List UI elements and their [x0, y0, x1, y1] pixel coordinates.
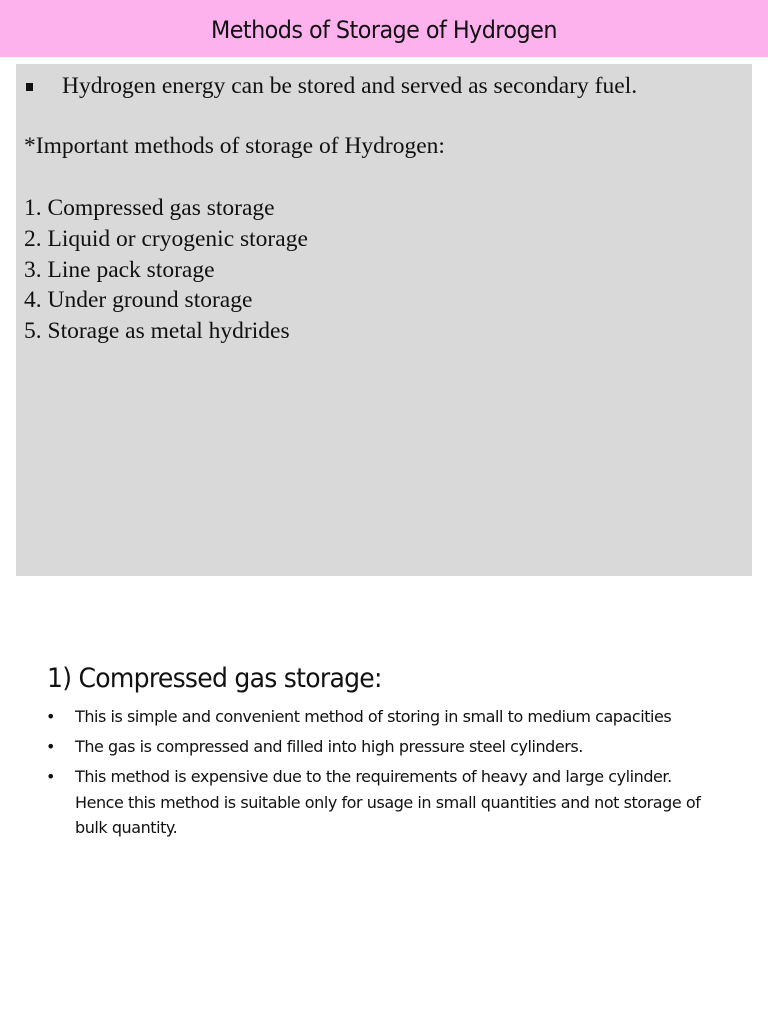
bullet-dot-icon: • — [46, 767, 55, 786]
method-item: 3. Line pack storage — [24, 256, 215, 283]
point-text: This method is expensive due to the requirements of heavy and large cylinder. Hence this method is suitable only for usage in small quantities and not storage of bulk quantity. — [75, 767, 701, 837]
point-item — [40, 734, 720, 760]
summary-panel — [16, 64, 752, 576]
bullet-dot-icon: • — [46, 707, 55, 726]
point-item — [40, 704, 720, 730]
section-heading: 1) Compressed gas storage: — [47, 663, 382, 694]
summary-bullet-text: Hydrogen energy can be stored and served as secondary fuel. — [62, 73, 638, 99]
methods-list — [24, 193, 308, 347]
methods-intro: *Important methods of storage of Hydrogen: — [24, 133, 445, 159]
point-text: This is simple and convenient method of storing in small to medium capacities — [75, 707, 672, 726]
square-bullet-icon — [26, 83, 33, 91]
method-item: 4. Under ground storage — [24, 287, 253, 314]
method-item: 5. Storage as metal hydrides — [24, 318, 290, 345]
page-title: Methods of Storage of Hydrogen — [211, 15, 557, 44]
title-bar — [0, 0, 768, 57]
method-item: 2. Liquid or cryogenic storage — [24, 225, 308, 252]
method-item: 1. Compressed gas storage — [24, 195, 275, 221]
section-points — [40, 704, 720, 845]
point-text: The gas is compressed and filled into high pressure steel cylinders. — [75, 737, 583, 756]
bullet-dot-icon: • — [46, 737, 55, 756]
point-item — [40, 764, 720, 841]
